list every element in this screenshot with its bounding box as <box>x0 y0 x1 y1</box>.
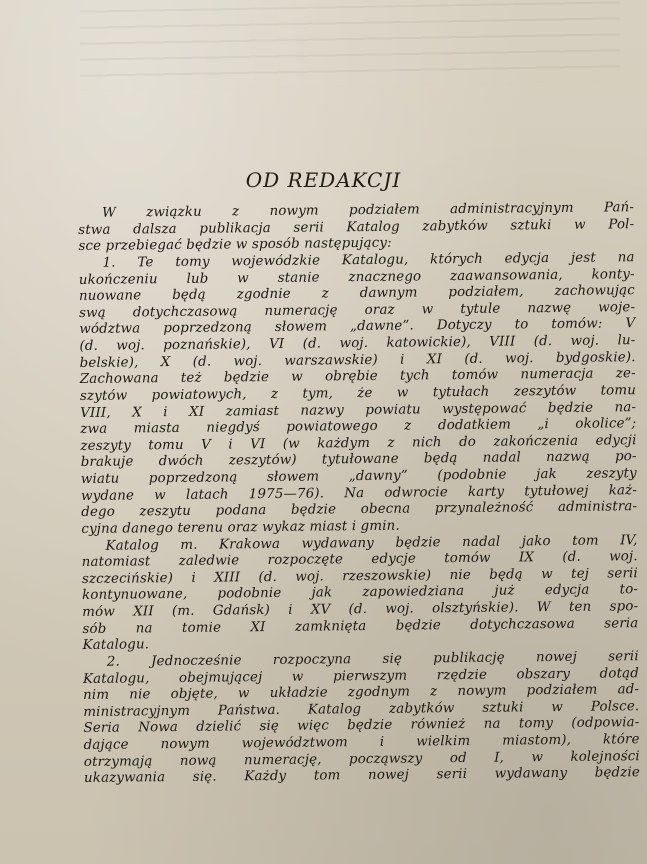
text-line: ukazywania się. Każdy tom nowej serii wydawany będzie <box>83 765 641 787</box>
text-line: brakuje dwóch zeszytów) tytułowane będą nadal nazwą po- <box>80 449 637 471</box>
text-line: Zachowana też będzie w obrębie tych tomów numeracja ze- <box>79 366 636 388</box>
text-line: zeszyty tomu V i VI (w każdym z nich do zakończenia edycji <box>80 432 637 454</box>
text-line: 1. Te tomy wojewódzkie Katalogu, których edycja jest na <box>102 250 635 271</box>
page-heading: OD REDAKCJI <box>245 168 402 192</box>
text-line: swą dotychczasową numerację oraz w tytule nazwę woje- <box>79 299 636 321</box>
text-line: mów XII (m. Gdańsk) i XV (d. woj. olsztyńskie). W ten spo- <box>82 599 639 620</box>
text-line: wydane w latach 1975—76). Na odwrocie karty tytułowej każ- <box>80 482 638 504</box>
text-line: belskie), X (d. woj. warszawskie) i XI (d. woj. bydgoskie). <box>79 349 636 371</box>
text-line: dego zeszytu podana będzie obecna przynależność administra- <box>81 499 638 521</box>
text-line: Katalogu, obejmującej w pierwszym rzędzie obszary dotąd <box>82 665 640 687</box>
body-text <box>78 200 640 788</box>
text-line: zwa miasta niegdyś powiatowego z dodatkiem „i okolice”; <box>80 416 637 438</box>
text-line: kontynuowane, podobnie jak zapowiedziana już edycja to- <box>82 582 639 604</box>
text-line: Katalog m. Krakowa wydawany będzie nadal jako tom IV, <box>105 532 638 554</box>
text-line: wiatu poprzedzoną słowem „dawny” (podobnie jak zeszyty <box>80 466 637 487</box>
text-line: wództwa poprzedzoną słowem „dawne”. Dotyczy to tomów: V <box>79 316 636 338</box>
text-line: W związku z nowym podziałem administracyjnym Pań- <box>101 200 635 221</box>
text-line: nuowane będą zgodnie z dawnym podziałem, zachowując <box>78 283 635 305</box>
text-line: natomiast zaledwie rozpoczęte edycje tomów IX (d. woj. <box>81 549 638 571</box>
text-line: (d. woj. poznańskie), VI (d. woj. katowickie), VIII (d. woj. lu- <box>79 333 636 354</box>
text-line: ministracyjnym Państwa. Katalog zabytków sztuki w Polsce. <box>83 698 640 720</box>
text-line: Seria Nowa dzielić się więc będzie również na tomy (odpowia- <box>83 715 640 737</box>
text-line: VIII, X i XI zamiast nazwy powiatu występować będzie na- <box>80 399 637 421</box>
text-line: sób na tomie XI zamknięta będzie dotychczasowa seria <box>82 615 639 637</box>
text-line: Katalogu. <box>82 637 150 654</box>
text-line: ukończeniu lub w stanie znacznego zaawansowania, konty- <box>78 266 635 288</box>
text-line: sce przebiegać będzie w sposób następujący: <box>78 235 392 255</box>
text-line: stwa dalsza publikacja serii Katalog zabytków sztuki w Pol- <box>78 216 635 238</box>
text-line: cyjna danego terenu oraz wykaz miast i gmin. <box>81 518 400 537</box>
text-line: szytów powiatowych, z tym, że w tytułach zeszytów tomu <box>79 383 637 404</box>
show-through-text <box>80 1 620 90</box>
text-line: otrzymają nową numerację, począwszy od I, w kolejności <box>83 748 640 770</box>
text-line: dające nowym województwom i wielkim miastom), które <box>83 732 640 753</box>
text-line: 2. Jednocześnie rozpoczyna się publikację nowej serii <box>106 649 639 670</box>
text-line: nim nie objęte, w układzie zgodnym z nowym podziałem ad- <box>83 682 640 704</box>
text-line: szczecińskie) i XIII (d. woj. rzeszowskie) nie będą w tej serii <box>81 565 638 587</box>
